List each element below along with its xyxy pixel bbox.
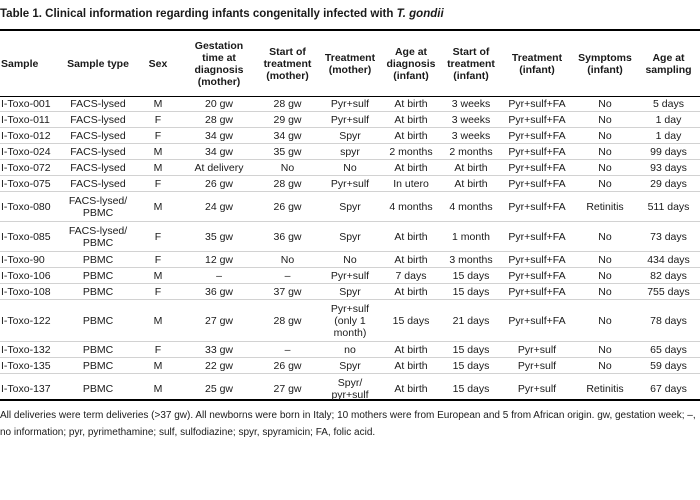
cell-symptoms: Retinitis: [573, 374, 637, 404]
cell-treatment-infant: Pyr+sulf+FA: [501, 252, 573, 268]
col-header-age-sampling: Age at sampling: [645, 52, 692, 76]
cell-sex: M: [134, 160, 182, 176]
table-row: [0, 222, 700, 252]
cell-sample-type: FACS-lysed/ PBMC: [62, 192, 134, 222]
cell-age-diagnosis: 7 days: [381, 268, 441, 284]
cell-gestation-time: 28 gw: [182, 112, 256, 128]
col-header-sample-type: Sample type: [67, 58, 129, 70]
table-row: [0, 268, 700, 284]
header-row: [0, 32, 700, 96]
cell-treatment-infant: Pyr+sulf+FA: [501, 176, 573, 192]
cell-start-treatment-mother: 28 gw: [256, 300, 319, 342]
cell-start-treatment-infant: 15 days: [441, 284, 501, 300]
cell-treatment-mother: spyr: [319, 144, 381, 160]
cell-symptoms: No: [573, 268, 637, 284]
cell-age-diagnosis: At birth: [381, 284, 441, 300]
cell-age-diagnosis: At birth: [381, 342, 441, 358]
cell-start-treatment-mother: 36 gw: [256, 222, 319, 252]
table-body: [0, 96, 700, 403]
cell-age-sampling: 29 days: [637, 176, 700, 192]
col-header-treatment-mother: Treatment (mother): [324, 52, 376, 76]
cell-treatment-infant: Pyr+sulf+FA: [501, 160, 573, 176]
cell-sex: M: [153, 97, 163, 110]
cell-start-treatment-infant: 15 days: [441, 374, 501, 404]
cell-treatment-infant: Pyr+sulf+FA: [501, 222, 573, 252]
cell-age-diagnosis: At birth: [381, 112, 441, 128]
cell-age-diagnosis: At birth: [394, 97, 428, 110]
cell-sample: I-Toxo-024: [0, 144, 62, 160]
cell-start-treatment-infant: 15 days: [441, 358, 501, 374]
cell-treatment-infant: Pyr+sulf+FA: [508, 97, 566, 110]
cell-sex: M: [134, 268, 182, 284]
cell-symptoms: No: [573, 222, 637, 252]
table-header: [0, 32, 700, 96]
cell-sex: M: [134, 358, 182, 374]
cell-sample-type: FACS-lysed: [62, 112, 134, 128]
cell-start-treatment-mother: 34 gw: [256, 128, 319, 144]
cell-age-diagnosis: At birth: [381, 222, 441, 252]
cell-treatment-infant: Pyr+sulf+FA: [501, 268, 573, 284]
cell-age-sampling: 65 days: [637, 342, 700, 358]
cell-treatment-mother: Pyr+sulf (only 1 month): [319, 300, 381, 342]
cell-symptoms: No: [573, 112, 637, 128]
cell-gestation-time: At delivery: [182, 160, 256, 176]
table-row: [0, 176, 700, 192]
cell-symptoms: No: [573, 300, 637, 342]
cell-gestation-time: 33 gw: [182, 342, 256, 358]
cell-age-sampling: 1 day: [637, 128, 700, 144]
cell-start-treatment-infant: 15 days: [441, 342, 501, 358]
cell-treatment-mother: No: [319, 252, 381, 268]
cell-start-treatment-infant: At birth: [441, 176, 501, 192]
cell-gestation-time: 22 gw: [182, 358, 256, 374]
table-row: [0, 342, 700, 358]
cell-gestation-time: 25 gw: [182, 374, 256, 404]
cell-age-sampling: 59 days: [637, 358, 700, 374]
cell-gestation-time: 35 gw: [182, 222, 256, 252]
cell-age-sampling: 5 days: [653, 97, 684, 110]
col-header-treatment-infant: Treatment (infant): [511, 52, 563, 76]
cell-treatment-mother: no: [319, 342, 381, 358]
cell-gestation-time: 27 gw: [182, 300, 256, 342]
cell-start-treatment-infant: 4 months: [441, 192, 501, 222]
cell-treatment-mother: Pyr+sulf: [319, 176, 381, 192]
cell-sample: I-Toxo-075: [0, 176, 62, 192]
cell-start-treatment-mother: 28 gw: [256, 176, 319, 192]
cell-age-sampling: 78 days: [637, 300, 700, 342]
cell-sex: M: [134, 300, 182, 342]
cell-age-diagnosis: At birth: [381, 374, 441, 404]
cell-start-treatment-mother: 26 gw: [256, 358, 319, 374]
cell-treatment-mother: Spyr: [319, 192, 381, 222]
cell-treatment-infant: Pyr+sulf+FA: [501, 300, 573, 342]
cell-start-treatment-mother: –: [256, 268, 319, 284]
clinical-info-table: [0, 32, 700, 403]
cell-treatment-mother: Pyr+sulf: [319, 112, 381, 128]
cell-symptoms: Retinitis: [573, 192, 637, 222]
cell-sample: I-Toxo-90: [0, 252, 62, 268]
cell-sex: F: [134, 176, 182, 192]
cell-treatment-infant: Pyr+sulf: [501, 374, 573, 404]
cell-start-treatment-infant: 21 days: [441, 300, 501, 342]
table-row: [0, 128, 700, 144]
cell-sex: M: [134, 192, 182, 222]
cell-start-treatment-infant: 15 days: [441, 268, 501, 284]
cell-start-treatment-mother: 37 gw: [256, 284, 319, 300]
cell-sample-type: PBMC: [62, 358, 134, 374]
cell-sample-type: FACS-lysed: [62, 176, 134, 192]
cell-age-diagnosis: 4 months: [381, 192, 441, 222]
cell-gestation-time: 12 gw: [182, 252, 256, 268]
cell-start-treatment-infant: 3 weeks: [451, 97, 491, 110]
table-row: [0, 96, 700, 112]
table-caption: [0, 8, 700, 20]
cell-sample: I-Toxo-001: [1, 97, 51, 110]
table-row: [0, 358, 700, 374]
cell-age-sampling: 511 days: [637, 192, 700, 222]
cell-treatment-mother: No: [319, 160, 381, 176]
cell-treatment-mother: Pyr+sulf: [319, 268, 381, 284]
cell-sample: I-Toxo-072: [0, 160, 62, 176]
cell-start-treatment-mother: 35 gw: [256, 144, 319, 160]
cell-sample: I-Toxo-011: [0, 112, 62, 128]
cell-sex: F: [134, 284, 182, 300]
cell-symptoms: No: [573, 342, 637, 358]
cell-symptoms: No: [573, 160, 637, 176]
cell-symptoms: No: [573, 358, 637, 374]
cell-start-treatment-mother: 26 gw: [256, 192, 319, 222]
cell-age-sampling: 82 days: [637, 268, 700, 284]
cell-sample: I-Toxo-012: [0, 128, 62, 144]
cell-gestation-time: 24 gw: [182, 192, 256, 222]
cell-age-diagnosis: In utero: [381, 176, 441, 192]
cell-sex: M: [134, 374, 182, 404]
cell-age-sampling: 434 days: [637, 252, 700, 268]
cell-age-sampling: 73 days: [637, 222, 700, 252]
caption-organism: T. gondii: [396, 8, 444, 20]
cell-sample-type: PBMC: [62, 252, 134, 268]
cell-treatment-infant: Pyr+sulf: [501, 342, 573, 358]
col-header-start-treatment-mother: Start of treatment (mother): [263, 46, 312, 82]
cell-start-treatment-infant: 3 months: [441, 252, 501, 268]
caption-prefix: Table 1. Clinical information regarding infants congenitally infected with: [0, 8, 397, 20]
cell-treatment-mother: Spyr/ pyr+sulf: [319, 374, 381, 404]
cell-age-sampling: 755 days: [637, 284, 700, 300]
cell-age-sampling: 67 days: [637, 374, 700, 404]
cell-sample: I-Toxo-122: [0, 300, 62, 342]
cell-treatment-infant: Pyr+sulf+FA: [501, 144, 573, 160]
cell-sample-type: PBMC: [62, 284, 134, 300]
cell-symptoms: No: [598, 97, 612, 110]
cell-sex: F: [134, 112, 182, 128]
cell-start-treatment-mother: 28 gw: [273, 97, 302, 110]
cell-treatment-infant: Pyr+sulf: [501, 358, 573, 374]
cell-gestation-time: 34 gw: [182, 128, 256, 144]
cell-treatment-infant: Pyr+sulf+FA: [501, 112, 573, 128]
cell-age-diagnosis: 2 months: [381, 144, 441, 160]
cell-start-treatment-mother: 29 gw: [256, 112, 319, 128]
cell-start-treatment-mother: 27 gw: [256, 374, 319, 404]
cell-start-treatment-infant: 2 months: [441, 144, 501, 160]
table-row: [0, 284, 700, 300]
col-header-gestation-time: Gestation time at diagnosis (mother): [194, 40, 244, 88]
table-row: [0, 144, 700, 160]
cell-sample-type: PBMC: [62, 300, 134, 342]
cell-treatment-mother: Spyr: [319, 358, 381, 374]
cell-sex: F: [134, 252, 182, 268]
table-row: [0, 252, 700, 268]
cell-treatment-mother: Spyr: [319, 284, 381, 300]
cell-treatment-mother: Spyr: [319, 128, 381, 144]
cell-treatment-infant: Pyr+sulf+FA: [501, 284, 573, 300]
cell-sample: I-Toxo-135: [0, 358, 62, 374]
cell-gestation-time: 34 gw: [182, 144, 256, 160]
cell-sample: I-Toxo-108: [0, 284, 62, 300]
cell-gestation-time: –: [182, 268, 256, 284]
col-header-age-diagnosis: Age at diagnosis (infant): [386, 46, 436, 82]
cell-start-treatment-infant: At birth: [441, 160, 501, 176]
cell-gestation-time: 20 gw: [204, 97, 234, 110]
cell-sample: I-Toxo-085: [0, 222, 62, 252]
cell-treatment-mother: Pyr+sulf: [330, 97, 370, 110]
cell-age-diagnosis: At birth: [381, 128, 441, 144]
table-row: [0, 160, 700, 176]
cell-sample: I-Toxo-132: [0, 342, 62, 358]
cell-treatment-mother: Spyr: [319, 222, 381, 252]
cell-start-treatment-mother: No: [256, 160, 319, 176]
col-header-sex: Sex: [148, 58, 168, 70]
table-row: [0, 300, 700, 342]
cell-sample: I-Toxo-137: [0, 374, 62, 404]
cell-gestation-time: 26 gw: [182, 176, 256, 192]
cell-start-treatment-infant: 1 month: [441, 222, 501, 252]
cell-symptoms: No: [573, 128, 637, 144]
cell-sample-type: FACS-lysed/ PBMC: [62, 222, 134, 252]
cell-age-diagnosis: At birth: [381, 358, 441, 374]
cell-age-sampling: 99 days: [637, 144, 700, 160]
col-header-sample: Sample: [1, 58, 39, 70]
cell-symptoms: No: [573, 252, 637, 268]
cell-sample: I-Toxo-080: [0, 192, 62, 222]
cell-age-sampling: 93 days: [637, 160, 700, 176]
cell-symptoms: No: [573, 176, 637, 192]
cell-sex: F: [134, 342, 182, 358]
table-footnote: All deliveries were term deliveries (>37 gw). All newborns were born in Italy; 10 mothers were from European and 5 from African origin. gw, gestation week; –, no information; pyr, pyrimethamine; sulf, sulfodiazine; spyr, spyramicin; FA, folic acid.: [0, 410, 696, 438]
cell-treatment-infant: Pyr+sulf+FA: [501, 128, 573, 144]
cell-start-treatment-infant: 3 weeks: [441, 128, 501, 144]
cell-age-diagnosis: At birth: [381, 160, 441, 176]
col-header-start-treatment-infant: Start of treatment (infant): [447, 46, 495, 82]
cell-sex: M: [134, 144, 182, 160]
cell-age-diagnosis: 15 days: [381, 300, 441, 342]
cell-treatment-infant: Pyr+sulf+FA: [501, 192, 573, 222]
top-rule: [0, 29, 700, 31]
table-row: [0, 192, 700, 222]
cell-sample-type: PBMC: [62, 374, 134, 404]
cell-symptoms: No: [573, 284, 637, 300]
cell-age-diagnosis: At birth: [381, 252, 441, 268]
cell-age-sampling: 1 day: [637, 112, 700, 128]
cell-start-treatment-mother: –: [256, 342, 319, 358]
cell-symptoms: No: [573, 144, 637, 160]
cell-start-treatment-mother: No: [256, 252, 319, 268]
col-header-symptoms: Symptoms (infant): [578, 52, 632, 76]
cell-sample-type: PBMC: [62, 268, 134, 284]
cell-gestation-time: 36 gw: [182, 284, 256, 300]
cell-start-treatment-infant: 3 weeks: [441, 112, 501, 128]
table-row: [0, 374, 700, 404]
cell-sex: F: [134, 128, 182, 144]
table-row: [0, 112, 700, 128]
cell-sample-type: PBMC: [62, 342, 134, 358]
cell-sample-type: FACS-lysed: [70, 97, 126, 110]
cell-sample-type: FACS-lysed: [62, 144, 134, 160]
cell-sample-type: FACS-lysed: [62, 160, 134, 176]
cell-sample-type: FACS-lysed: [62, 128, 134, 144]
cell-sex: F: [134, 222, 182, 252]
cell-sample: I-Toxo-106: [0, 268, 62, 284]
